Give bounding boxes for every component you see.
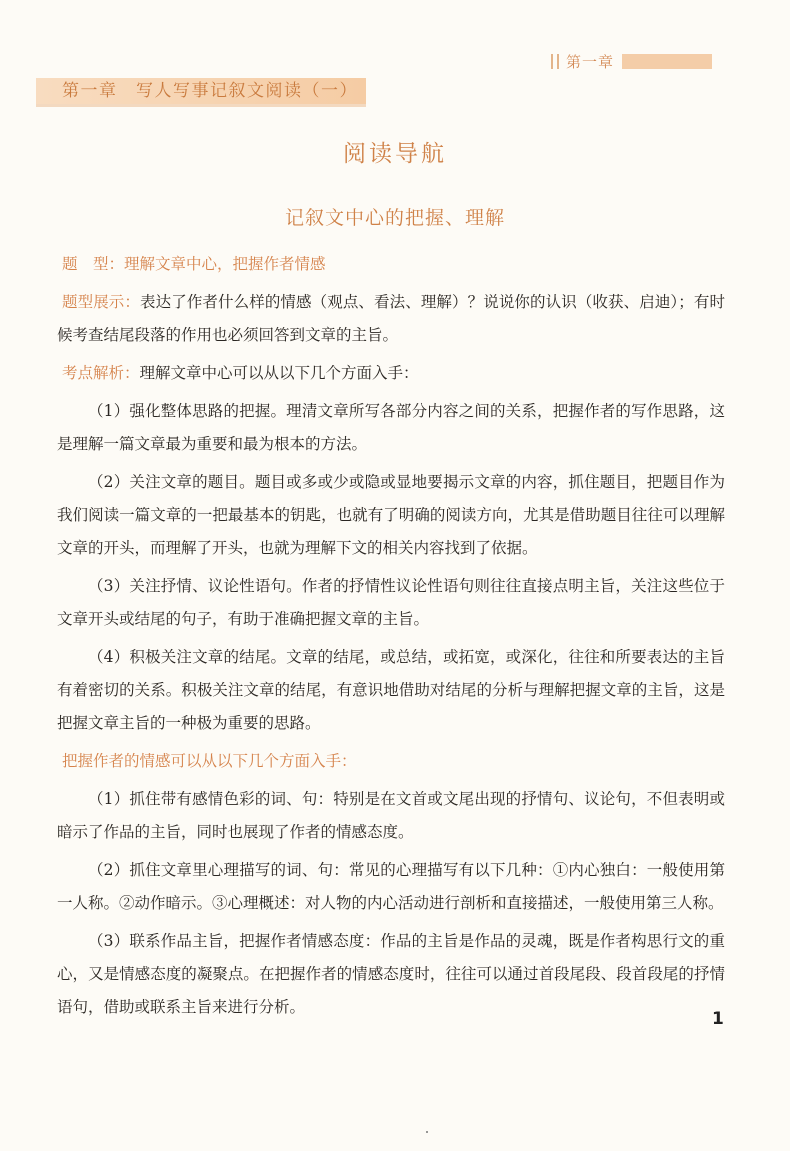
running-head-strip xyxy=(622,54,712,69)
section-subtitle: 记叙文中心的把握、理解 xyxy=(284,207,505,229)
emotion-heading: 把握作者的情感可以从以下几个方面入手： xyxy=(62,752,357,770)
page-number: 1 xyxy=(712,1009,724,1029)
emotion-point-2: （2）抓住文章里心理描写的词、句：常见的心理描写有以下几种：①内心独白：一般使用第一人称。②动作暗示。③心理概述：对人物的内心活动进行剖析和直接描述，一般使用第三人称。 xyxy=(57,861,725,912)
print-speck xyxy=(426,1131,428,1133)
center-point-1: （1）强化整体思路的把握。理清文章所写各部分内容之间的关系，把握作者的写作思路，这是理解一篇文章最为重要和最为根本的方法。 xyxy=(57,402,725,453)
analysis-text: 理解文章中心可以从以下几个方面入手： xyxy=(139,364,419,382)
running-head xyxy=(551,50,712,72)
question-type-line xyxy=(57,248,725,281)
chapter-title: 第一章 写人写事记叙文阅读（一） xyxy=(62,81,358,101)
emotion-point-3: （3）联系作品主旨，把握作者情感态度：作品的主旨是作品的灵魂，既是作者构思行文的重心，又是情感态度的凝聚点。在把握作者的情感态度时，往往可以通过首段尾段、段首段尾的抒情语句，借助或联系主旨来进行分析。 xyxy=(57,932,725,1016)
center-point-3: （3）关注抒情、议论性语句。作者的抒情性议论性语句则往往直接点明主旨，关注这些位于文章开头或结尾的句子，有助于准确把握文章的主旨。 xyxy=(57,577,725,628)
display-label: 题型展示： xyxy=(62,293,141,311)
analysis-paragraph xyxy=(57,357,725,390)
analysis-label: 考点解析： xyxy=(62,364,140,382)
question-type-label: 题 型： xyxy=(62,255,125,273)
emotion-point-1: （1）抓住带有感情色彩的词、句：特别是在文首或文尾出现的抒情句、议论句，不但表明或暗示了作品的主旨，同时也展现了作者的情感态度。 xyxy=(57,790,725,841)
display-paragraph xyxy=(57,286,725,352)
running-head-bars xyxy=(551,54,559,69)
display-text: 表达了作者什么样的情感（观点、看法、理解）？说说你的认识（收获、启迪）；有时候考查结尾段落的作用也必须回答到文章的主旨。 xyxy=(57,293,725,344)
question-type-text: 理解文章中心，把握作者情感 xyxy=(124,255,326,273)
reading-navigation-title: 阅读导航 xyxy=(343,141,447,167)
running-head-label: 第一章 xyxy=(566,52,615,71)
center-point-4: （4）积极关注文章的结尾。文章的结尾，或总结，或拓宽，或深化，往往和所要表达的主旨有着密切的关系。积极关注文章的结尾，有意识地借助对结尾的分析与理解把握文章的主旨，这是把握文章主旨的一种极为重要的思路。 xyxy=(57,648,725,732)
body-text xyxy=(57,248,725,1029)
center-point-2: （2）关注文章的题目。题目或多或少或隐或显地要揭示文章的内容，抓住题目，把题目作为我们阅读一篇文章的一把最基本的钥匙，也就有了明确的阅读方向，尤其是借助题目往往可以理解文章的开头，而理解了开头，也就为理解下文的相关内容找到了依据。 xyxy=(57,473,725,557)
